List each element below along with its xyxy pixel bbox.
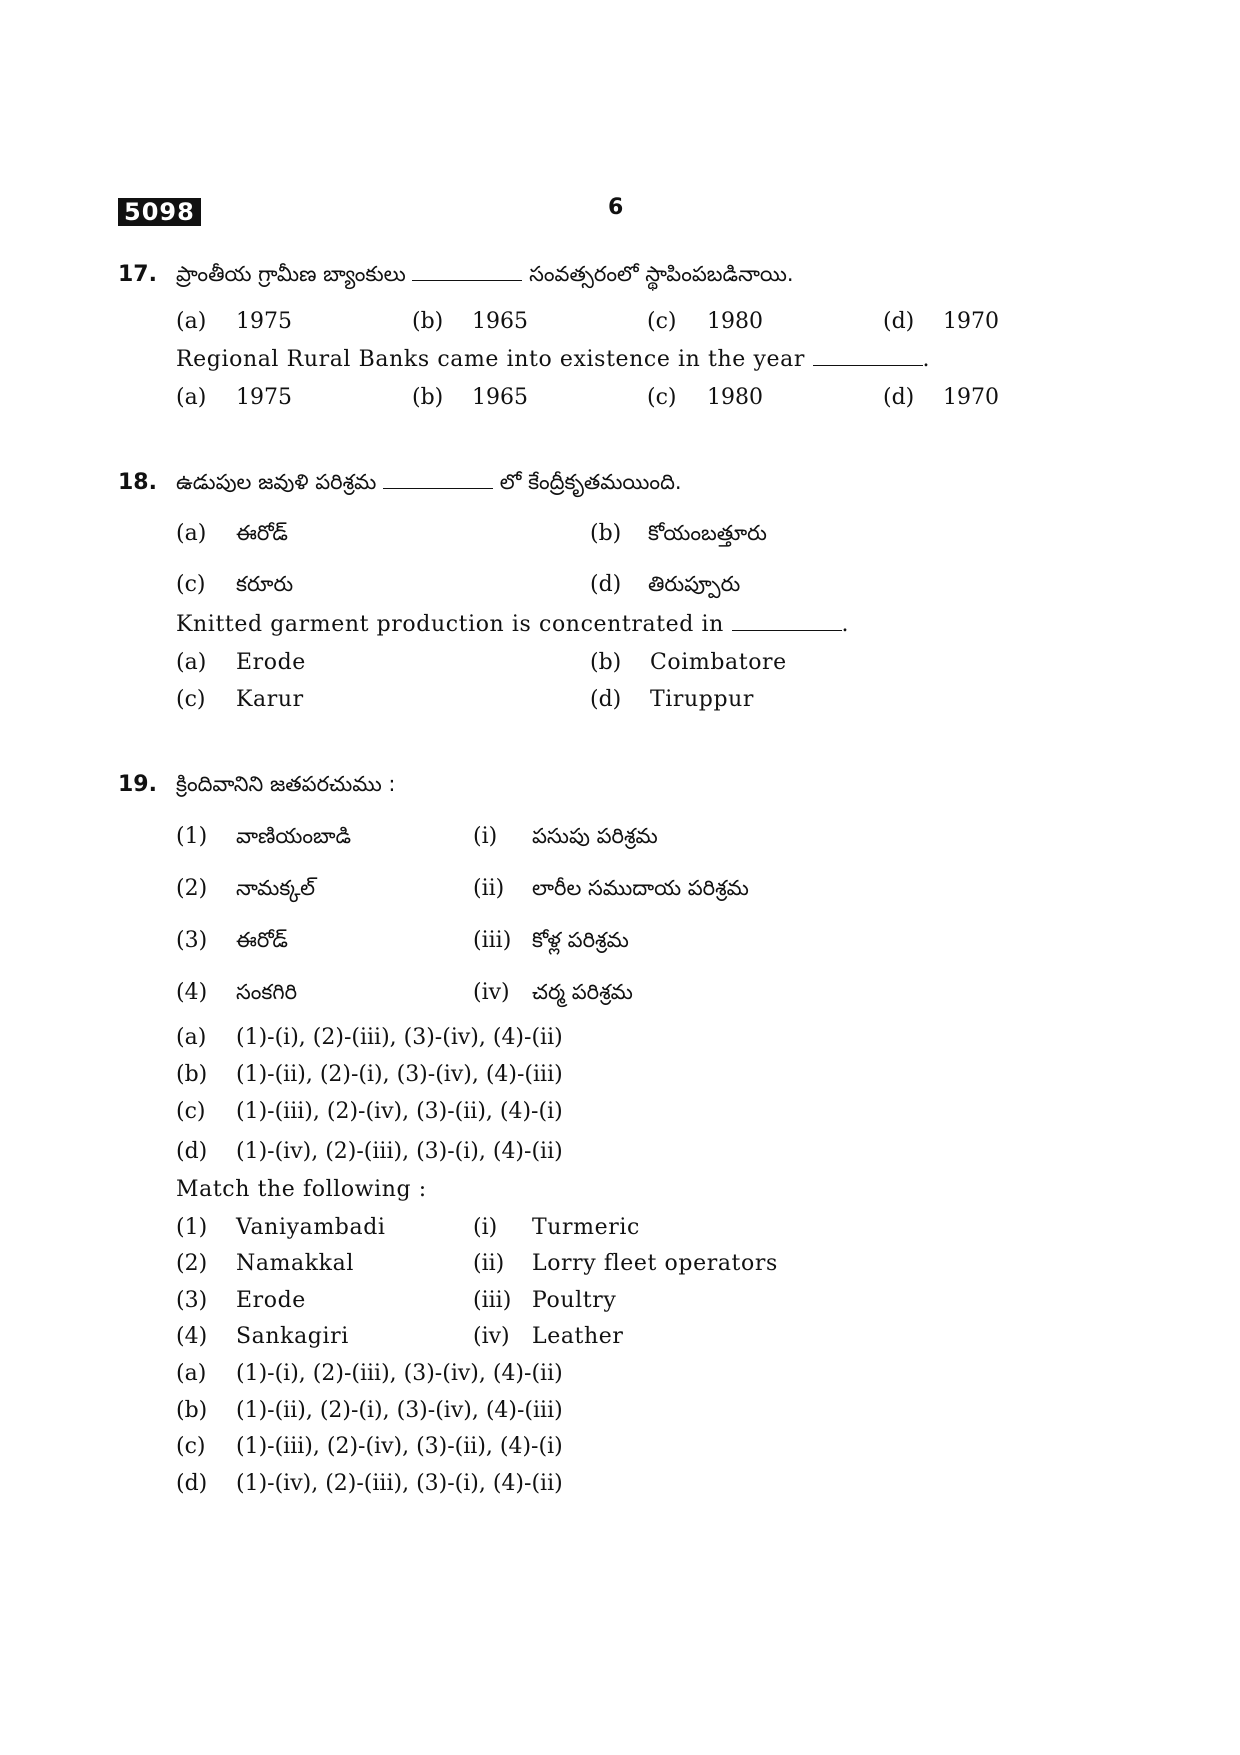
q18-te-option-label: (d) bbox=[590, 572, 622, 597]
q18-te-option-label: (a) bbox=[176, 521, 207, 546]
q19-te-answer-label: (a) bbox=[176, 1025, 207, 1050]
q19-en-answer-label: (c) bbox=[176, 1434, 206, 1459]
q18-te-option-text: ఈరోడ్ bbox=[236, 521, 288, 545]
q19-en-left-label: (4) bbox=[176, 1324, 208, 1349]
question-17-number: 17. bbox=[118, 262, 157, 287]
q19-en-right-label: (ii) bbox=[473, 1251, 505, 1276]
q18-en-option-text: Erode bbox=[236, 650, 306, 675]
q17-en-option-text: 1970 bbox=[943, 385, 999, 410]
q17-en-option-text: 1965 bbox=[472, 385, 528, 410]
q18-en-option-text: Tiruppur bbox=[650, 687, 755, 712]
q19-te-left-label: (3) bbox=[176, 928, 208, 953]
question-19-number: 19. bbox=[118, 772, 157, 797]
q19-en-right-text: Turmeric bbox=[532, 1215, 640, 1240]
q19-en-right-text: Lorry fleet operators bbox=[532, 1251, 778, 1276]
q18-te-option-label: (b) bbox=[590, 521, 622, 546]
q18-te-after: కేంద్రీకృతమయింది. bbox=[528, 470, 682, 494]
q17-en-text: Regional Rural Banks came into existence in the year bbox=[176, 347, 805, 372]
paper-code-badge: 5098 bbox=[118, 198, 201, 226]
q18-en-text: Knitted garment production is concentrated in bbox=[176, 612, 724, 637]
q19-te-right-text: కోళ్ల పరిశ్రమ bbox=[532, 928, 629, 952]
q18-en-option-text: Karur bbox=[236, 687, 304, 712]
q17-te-option-label: (c) bbox=[647, 309, 677, 334]
q19-te-right-text: పసుపు పరిశ్రమ bbox=[532, 824, 658, 848]
q19-te-left-label: (2) bbox=[176, 876, 208, 901]
q19-en-answer-text: (1)-(ii), (2)-(i), (3)-(iv), (4)-(iii) bbox=[236, 1398, 563, 1423]
q17-te-option-text: 1980 bbox=[707, 309, 763, 334]
question-17-telugu-text bbox=[176, 262, 794, 292]
page-number: 6 bbox=[608, 195, 624, 220]
q17-te-option-label: (a) bbox=[176, 309, 207, 334]
q19-en-right-label: (i) bbox=[473, 1215, 498, 1240]
q19-te-left-text: వాణియంబాడి bbox=[236, 824, 352, 848]
q17-en-end: . bbox=[922, 347, 931, 372]
q19-en-right-label: (iv) bbox=[473, 1324, 510, 1349]
q19-te-answer-text: (1)-(ii), (2)-(i), (3)-(iv), (4)-(iii) bbox=[236, 1062, 563, 1087]
q19-te-right-text: లారీల సముదాయ పరిశ్రమ bbox=[532, 876, 749, 900]
q17-te-option-label: (d) bbox=[883, 309, 915, 334]
q19-te-answer-label: (d) bbox=[176, 1139, 208, 1164]
q19-te-right-label: (iv) bbox=[473, 980, 510, 1005]
q19-en-answer-text: (1)-(i), (2)-(iii), (3)-(iv), (4)-(ii) bbox=[236, 1361, 563, 1386]
q18-en-option-text: Coimbatore bbox=[650, 650, 787, 675]
q18-en-option-label: (c) bbox=[176, 687, 206, 712]
q19-en-left-text: Namakkal bbox=[236, 1251, 354, 1276]
q17-en-option-text: 1980 bbox=[707, 385, 763, 410]
answer-blank bbox=[813, 347, 923, 366]
q17-en-option-label: (b) bbox=[412, 385, 444, 410]
answer-blank bbox=[732, 612, 842, 631]
q17-te-option-text: 1970 bbox=[943, 309, 999, 334]
q17-en-option-text: 1975 bbox=[236, 385, 292, 410]
q19-en-left-label: (3) bbox=[176, 1288, 208, 1313]
q17-te-before: ప్రాంతీయ గ్రామీణ బ్యాంకులు bbox=[176, 262, 406, 286]
q19-en-answer-label: (a) bbox=[176, 1361, 207, 1386]
q19-en-answer-text: (1)-(iv), (2)-(iii), (3)-(i), (4)-(ii) bbox=[236, 1471, 563, 1496]
q19-en-right-label: (iii) bbox=[473, 1288, 512, 1313]
q19-te-left-text: సంకగిరి bbox=[236, 980, 298, 1004]
q18-en-option-label: (a) bbox=[176, 650, 207, 675]
q17-en-option-label: (a) bbox=[176, 385, 207, 410]
q19-te-left-label: (1) bbox=[176, 824, 208, 849]
q19-te-answer-label: (b) bbox=[176, 1062, 208, 1087]
q18-te-before: ఉడుపుల జవుళి పరిశ్రమ bbox=[176, 470, 377, 494]
q19-en-answer-label: (d) bbox=[176, 1471, 208, 1496]
q19-en-right-text: Leather bbox=[532, 1324, 624, 1349]
q19-te-answer-text: (1)-(iii), (2)-(iv), (3)-(ii), (4)-(i) bbox=[236, 1099, 563, 1124]
q19-en-left-label: (1) bbox=[176, 1215, 208, 1240]
q18-te-mid: లో bbox=[499, 470, 522, 494]
q19-te-left-text: నామక్కల్ bbox=[236, 876, 316, 900]
q18-en-option-label: (b) bbox=[590, 650, 622, 675]
q18-te-option-label: (c) bbox=[176, 572, 206, 597]
q19-te-right-text: చర్మ పరిశ్రమ bbox=[532, 980, 633, 1004]
q18-te-option-text: కరూరు bbox=[236, 572, 294, 596]
q19-en-left-label: (2) bbox=[176, 1251, 208, 1276]
question-19-telugu-text: క్రిందివానిని జతపరచుము : bbox=[176, 772, 396, 796]
q19-te-answer-text: (1)-(iv), (2)-(iii), (3)-(i), (4)-(ii) bbox=[236, 1139, 563, 1164]
q19-en-answer-text: (1)-(iii), (2)-(iv), (3)-(ii), (4)-(i) bbox=[236, 1434, 563, 1459]
q17-te-option-label: (b) bbox=[412, 309, 444, 334]
question-18-english-text bbox=[176, 612, 849, 637]
q19-en-left-text: Erode bbox=[236, 1288, 306, 1313]
q17-en-option-label: (c) bbox=[647, 385, 677, 410]
q19-te-right-label: (i) bbox=[473, 824, 498, 849]
question-17-english-text bbox=[176, 347, 930, 372]
q19-te-right-label: (ii) bbox=[473, 876, 505, 901]
q18-te-option-text: తిరుప్పూరు bbox=[648, 572, 741, 596]
q19-en-left-text: Vaniyambadi bbox=[236, 1215, 386, 1240]
q19-en-right-text: Poultry bbox=[532, 1288, 617, 1313]
q18-en-end: . bbox=[841, 612, 850, 637]
q19-te-right-label: (iii) bbox=[473, 928, 512, 953]
question-19-english-text: Match the following : bbox=[176, 1177, 427, 1202]
q18-en-option-label: (d) bbox=[590, 687, 622, 712]
q17-te-after: సంవత్సరంలో స్థాపింపబడినాయి. bbox=[529, 262, 794, 286]
q19-en-left-text: Sankagiri bbox=[236, 1324, 349, 1349]
q19-te-left-label: (4) bbox=[176, 980, 208, 1005]
answer-blank bbox=[383, 470, 493, 489]
q19-en-answer-label: (b) bbox=[176, 1398, 208, 1423]
q18-te-option-text: కోయంబత్తూరు bbox=[648, 521, 767, 545]
question-18-telugu-text bbox=[176, 470, 682, 500]
answer-blank bbox=[412, 262, 522, 281]
q17-te-option-text: 1965 bbox=[472, 309, 528, 334]
q19-te-left-text: ఈరోడ్ bbox=[236, 928, 288, 952]
q17-te-option-text: 1975 bbox=[236, 309, 292, 334]
q19-te-answer-text: (1)-(i), (2)-(iii), (3)-(iv), (4)-(ii) bbox=[236, 1025, 563, 1050]
question-18-number: 18. bbox=[118, 470, 157, 495]
q19-te-answer-label: (c) bbox=[176, 1099, 206, 1124]
q17-en-option-label: (d) bbox=[883, 385, 915, 410]
